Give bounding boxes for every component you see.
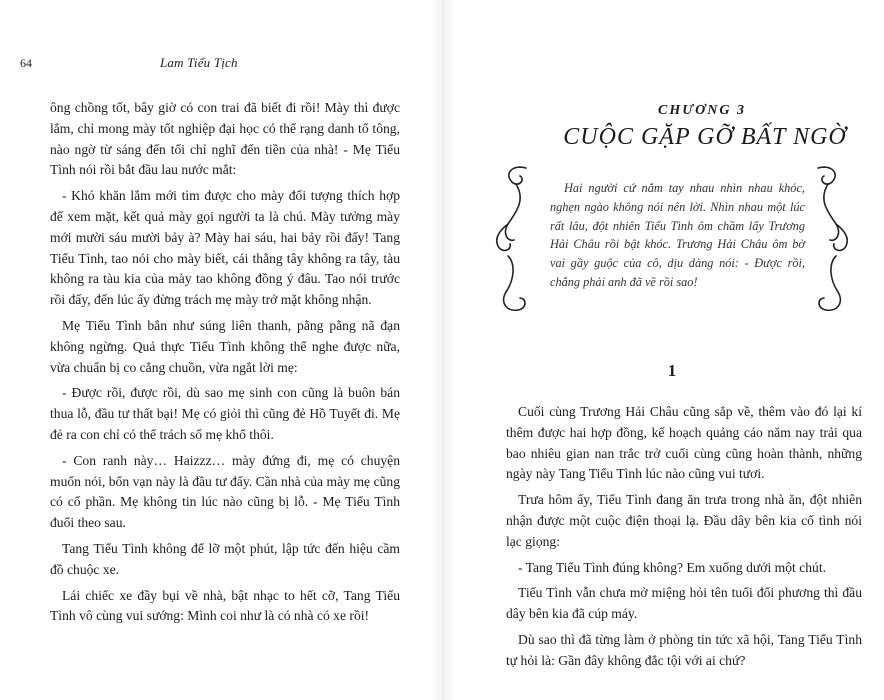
paragraph: - Được rồi, được rồi, dù sao mẹ sinh con cũng là buôn bán thua lỗ, đầu tư thất bại! Mẹ có giỏi thì cũng đẻ Hồ Tuyết đi. Mẹ đẻ ra con chỉ có thể trách số mẹ khổ thôi.: [50, 385, 400, 442]
paragraph: Dù sao thì đã từng làm ở phòng tin tức xã hội, Tang Tiểu Tình tự hỏi là: Gần đây không đắc tội với ai chứ?: [506, 631, 862, 668]
left-body-text: [50, 98, 400, 632]
paragraph: Lái chiếc xe đầy bụi về nhà, bật nhạc to hết cỡ, Tang Tiểu Tình vô cùng vui sướng: Mình coi như là có nhà có xe rồi!: [50, 587, 400, 624]
right-scroll-ornament: [818, 167, 847, 310]
paragraph: - Tang Tiểu Tình đúng không? Em xuống dưới một chút.: [518, 559, 827, 575]
section-number: 1: [667, 361, 677, 380]
paragraph: Tiểu Tình vẫn chưa mở miệng hỏi tên tuổi đối phương thì đầu dây bên kia đã cúp máy.: [506, 585, 862, 622]
running-head: Lam Tiểu Tịch: [160, 55, 238, 70]
chapter-epigraph: [550, 179, 805, 292]
left-scroll-ornament: [497, 167, 526, 310]
paragraph: ông chồng tốt, bây giờ có con trai đã biết đi rồi! Mày thì được lắm, chỉ mong mày tốt nghiệp đại học có thể rạng danh tổ tông, nào ngờ từ sáng đến tối chỉ nghĩ đến tiền của nhà! - Mẹ Tiểu Tình nói rồi bắt đầu lau nước mắt:: [50, 100, 400, 178]
paragraph: Trưa hôm ấy, Tiểu Tình đang ăn trưa trong nhà ăn, đột nhiên nhận được một cuộc điện thoại lạ. Đầu dây bên kia cố tình nói lạc giọng:: [506, 492, 862, 549]
chapter-label: CHƯƠNG 3: [658, 103, 746, 118]
page-number: 64: [20, 56, 32, 70]
paragraph: Mẹ Tiểu Tình bắn như súng liên thanh, pằng pằng nã đạn không ngừng. Quả thực Tiểu Tình không thể nghe được nữa, vừa chuẩn bị co cẳng chuồn, vừa ngắt lời mẹ:: [50, 317, 400, 375]
paragraph: Tang Tiểu Tình không để lỡ một phút, lập tức đến hiệu cầm đồ chuộc xe.: [50, 540, 400, 577]
right-page: [442, 0, 884, 700]
right-body-text: [506, 402, 862, 677]
paragraph: Cuối cùng Trương Hải Châu cũng sắp về, thêm vào đó lại kí thêm được hai hợp đồng, kế hoạch quảng cáo năm nay trải qua bao nhiêu gian nan trắc trở cuối cùng cũng hoàn thành, những ngày này Tang Tiểu Tình lúc nào cũng vui tươi.: [506, 404, 862, 482]
chapter-title: CUỘC GẶP GỠ BẤT NGỜ: [563, 124, 847, 150]
paragraph: - Con ranh này… Haizzz… mày đứng đi, mẹ có chuyện muốn nói, bốn vạn này là đầu tư đấy. Cần nhà của mày mẹ cũng có cổ phần. Mẹ không tin lúc nào cũng bị lỗ. - Mẹ Tiểu Tình đuổi theo sau.: [50, 452, 400, 531]
epigraph-text: Hai người cứ nắm tay nhau nhìn nhau khóc, nghẹn ngào không nói nên lời. Nhìn nhau một lúc rất lâu, đột nhiên Tiểu Tình ôm chầm lấy Trương Hải Châu rồi bật khóc. Trương Hải Châu ôm bờ vai gầy guộc của cô, dịu dàng nói: - Được rồi, chẳng phải anh đã về rồi sao!: [550, 181, 805, 289]
paragraph: - Khó khăn lắm mới tìm được cho mày đối tượng thích hợp để xem mặt, kết quả mày gọi người ta là chú. Mày tưởng mày mới mười sáu mười bảy à? Mày hai sáu, hai bảy rồi đấy! Tang Tiểu Tình, tao nói cho mày biết, cái thằng tây không ra tây, tàu không ra tàu kia của mày tao không đồng ý đâu. Tao nói trước rồi đấy, đến lúc ấy đừng trách mẹ mày trở mặt không nhận.: [50, 188, 400, 308]
